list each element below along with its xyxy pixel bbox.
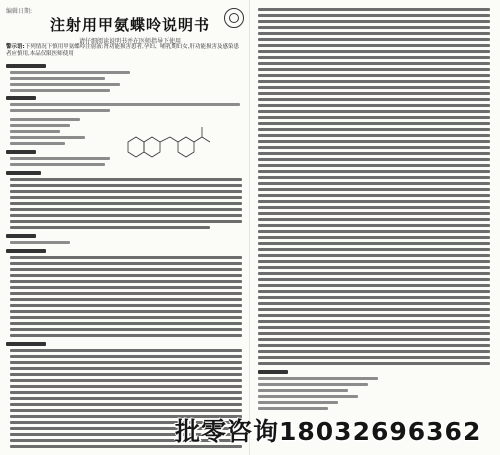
text-line: [10, 349, 242, 352]
text-line: [258, 26, 490, 29]
text-line: [258, 278, 490, 281]
text-line: [258, 302, 490, 305]
text-line: [258, 377, 378, 380]
text-line: [10, 361, 242, 364]
text-line: [10, 220, 242, 223]
text-line: [258, 344, 490, 347]
text-line: [10, 226, 210, 229]
text-line: [258, 407, 328, 410]
text-line: [258, 92, 490, 95]
text-line: [258, 242, 490, 245]
text-line: [258, 158, 490, 161]
text-line: [258, 14, 490, 17]
text-line: [258, 308, 490, 311]
text-line: [10, 391, 242, 394]
text-line: [258, 122, 490, 125]
text-line: [258, 170, 490, 173]
text-line: [10, 367, 242, 370]
text-line: [10, 136, 85, 139]
text-line: [258, 332, 490, 335]
text-line: [258, 146, 490, 149]
text-line: [258, 338, 490, 341]
text-line: [258, 218, 490, 221]
section-heading-bar: [258, 370, 288, 374]
text-line: [10, 268, 242, 271]
warning-text: 下列情况下慎用甲氨蝶呤注射液:肾功能损害患者,孕妇、哺乳期妇女,肝功能损害及感染患者应慎用,本品仅限医师使用: [6, 44, 240, 57]
text-line: [258, 260, 490, 263]
text-line: [10, 71, 130, 74]
text-line: [258, 104, 490, 107]
text-line: [258, 200, 490, 203]
text-line: [10, 83, 120, 86]
text-line: [10, 103, 240, 106]
text-line: [258, 8, 490, 11]
text-line: [258, 272, 490, 275]
text-line: [10, 310, 242, 313]
section-heading-bar: [6, 249, 46, 253]
text-line: [258, 116, 490, 119]
section-heading-bar: [6, 150, 36, 154]
text-line: [10, 298, 242, 301]
text-line: [258, 188, 490, 191]
text-line: [10, 322, 242, 325]
text-line: [10, 184, 242, 187]
page-fold-divider: [249, 0, 250, 455]
text-line: [258, 32, 490, 35]
text-line: [258, 326, 490, 329]
text-line: [258, 194, 490, 197]
text-line: [258, 128, 490, 131]
chemical-structure-diagram: [120, 112, 215, 172]
text-line: [10, 397, 242, 400]
text-line: [258, 212, 490, 215]
text-line: [10, 292, 242, 295]
text-line: [258, 314, 490, 317]
text-line: [10, 208, 242, 211]
text-line: [258, 38, 490, 41]
text-line: [258, 80, 490, 83]
text-line: [10, 109, 110, 112]
text-line: [258, 401, 338, 404]
text-line: [258, 44, 490, 47]
text-line: [258, 320, 490, 323]
text-line: [10, 178, 242, 181]
section-heading-bar: [6, 171, 41, 175]
text-line: [10, 403, 242, 406]
section-heading-bar: [6, 64, 46, 68]
text-line: [258, 56, 490, 59]
text-line: [258, 266, 490, 269]
text-line: [10, 304, 242, 307]
text-line: [258, 134, 490, 137]
text-line: [258, 74, 490, 77]
text-line: [10, 328, 242, 331]
text-line: [10, 286, 242, 289]
section-heading-bar: [6, 234, 36, 238]
text-line: [10, 256, 242, 259]
text-line: [258, 98, 490, 101]
text-line: [258, 182, 490, 185]
text-line: [258, 350, 490, 353]
text-line: [258, 236, 490, 239]
text-line: [10, 274, 242, 277]
text-line: [258, 20, 490, 23]
section-heading-bar: [6, 342, 46, 346]
text-line: [10, 373, 242, 376]
text-line: [258, 290, 490, 293]
edit-date-label: 编辑日期:: [6, 8, 33, 15]
text-line: [258, 86, 490, 89]
text-line: [258, 395, 358, 398]
company-logo-icon: [224, 8, 244, 28]
text-line: [10, 89, 110, 92]
text-line: [10, 196, 242, 199]
warning-block: [6, 44, 244, 58]
text-line: [10, 118, 80, 121]
section-heading-bar: [6, 96, 36, 100]
text-line: [10, 280, 242, 283]
text-line: [258, 164, 490, 167]
text-line: [258, 248, 490, 251]
text-line: [10, 163, 105, 166]
text-line: [258, 50, 490, 53]
text-line: [258, 62, 490, 65]
text-line: [258, 140, 490, 143]
text-line: [258, 152, 490, 155]
text-line: [258, 230, 490, 233]
text-line: [10, 157, 110, 160]
contact-watermark: 批零咨询18032696362: [175, 417, 482, 446]
text-line: [258, 254, 490, 257]
text-line: [10, 385, 242, 388]
text-line: [10, 214, 242, 217]
text-line: [10, 355, 242, 358]
text-line: [258, 176, 490, 179]
text-line: [258, 110, 490, 113]
text-line: [258, 224, 490, 227]
document-subtitle: 请仔细阅读说明书并在医师指导下使用: [78, 38, 181, 45]
text-line: [258, 68, 490, 71]
text-line: [10, 334, 242, 337]
text-line: [10, 202, 242, 205]
text-line: [10, 130, 60, 133]
text-line: [10, 190, 242, 193]
text-line: [258, 383, 368, 386]
text-line: [258, 362, 490, 365]
text-line: [10, 316, 242, 319]
text-line: [10, 124, 70, 127]
text-line: [258, 296, 490, 299]
document-title: 注射用甲氨蝶呤说明书: [50, 16, 211, 34]
text-line: [258, 389, 348, 392]
text-line: [258, 206, 490, 209]
text-line: [10, 262, 242, 265]
text-line: [10, 241, 70, 244]
text-line: [10, 77, 105, 80]
text-line: [258, 356, 490, 359]
text-line: [10, 142, 65, 145]
warning-label: 警示语:: [6, 44, 25, 50]
text-line: [258, 284, 490, 287]
text-line: [10, 379, 242, 382]
